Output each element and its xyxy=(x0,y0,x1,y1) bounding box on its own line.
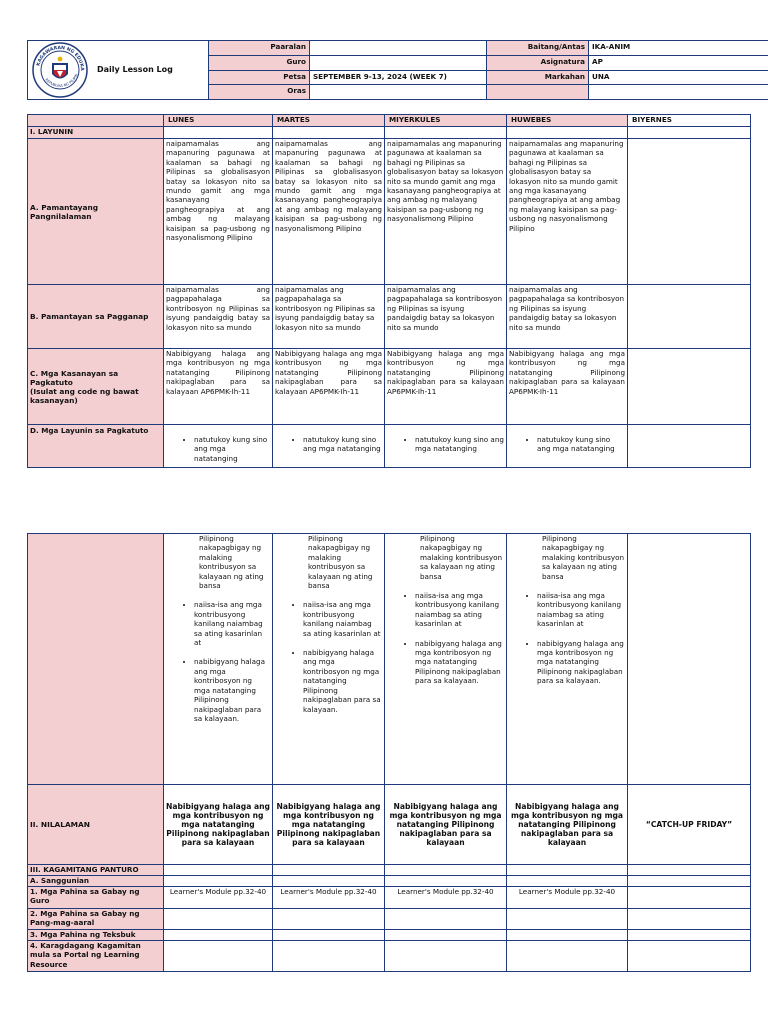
section-nilalaman: II. NILALAMAN xyxy=(28,785,164,865)
day-header-huwebes: HUWEBES xyxy=(507,115,628,127)
empty-value-cell xyxy=(589,85,768,100)
objective-item: • naiisa-isa ang mga kontribusyong kanilang naiambag sa ating kasarinlan at xyxy=(415,591,504,629)
svg-text:KAGAWARAN NG EDUKASYON: KAGAWARAN NG EDUKA xyxy=(36,45,85,71)
asignatura-value: AP xyxy=(589,55,768,70)
pagganap-huwebes: naipamamalas ang pagpapahalaga sa kontribosyon ng Pilipinas sa isyung pandaigdig batay sa lokasyon nito sa mundo xyxy=(507,285,628,349)
gabay-guro-huwebes: Learner's Module pp.32-40 xyxy=(507,887,628,909)
pagganap-biyernes xyxy=(628,285,751,349)
lesson-log-table-page1 xyxy=(27,114,751,468)
kasanayan-huwebes: Nabibigyang halaga ang mga kontribusyon ng mga natatanging Pilipinong nakipaglaban para sa kalayaan AP6PMK-Ih-11 xyxy=(507,349,628,425)
objectives-miyerkules-p2 xyxy=(385,534,507,785)
objective-item: • naiisa-isa ang mga kontribusyong kanilang naiambag sa ating kasarinlan at xyxy=(303,600,382,638)
gabay-guro-lunes: Learner's Module pp.32-40 xyxy=(164,887,273,909)
markahan-label: Markahan xyxy=(487,70,589,85)
objective-cont: Pilipinong nakapagbigay ng malaking kontribusyon sa kalayaan ng ating bansa xyxy=(308,534,373,591)
nilalaman-miyerkules: Nabibigyang halaga ang mga kontribusyon ng mga natatanging Pilipinong nakipaglaban para sa kalayaan xyxy=(385,785,507,865)
kasanayan-biyernes xyxy=(628,349,751,425)
row-label-pagganap: B. Pamantayan sa Pagganap xyxy=(28,285,164,349)
objectives-biyernes-p1 xyxy=(628,425,751,468)
objective-item: • natutukoy kung sino ang mga natatanging xyxy=(303,435,382,454)
baitang-label: Baitang/Antas xyxy=(487,41,589,56)
objectives-lunes-p1 xyxy=(164,425,273,468)
row-label-continued xyxy=(28,534,164,785)
day-header-biyernes: BIYERNES xyxy=(628,115,751,127)
objective-item: • natutukoy kung sino ang mga natatanging xyxy=(194,435,270,463)
day-header-miyerkules: MIYERKULES xyxy=(385,115,507,127)
objective-item: • nabibigyang halaga ang mga kontribosyon ng mga natatanging Pilipinong nakipaglaban para sa kalayaan. xyxy=(194,657,270,723)
baitang-value: IKA-ANIM xyxy=(589,41,768,56)
pagganap-martes: naipamamalas ang pagpapahalaga sa kontribosyon ng Pilipinas sa isyung pandaigdig batay sa lokasyon nito sa mundo xyxy=(273,285,385,349)
objective-item: • nabibigyang halaga ang mga kontribosyon ng mga natatanging Pilipinong nakipaglaban para sa kalayaan. xyxy=(537,639,625,686)
corner-cell xyxy=(28,115,164,127)
lesson-log-table-page2 xyxy=(27,533,751,972)
form-title: Daily Lesson Log xyxy=(97,65,173,74)
objectives-miyerkules-p1 xyxy=(385,425,507,468)
pagganap-lunes: naipamamalas ang pagpapahalaga sa kontribosyon ng Pilipinas sa isyung pandaigdig batay sa lokasyon nito sa mundo xyxy=(164,285,273,349)
row-label-pangnilalaman: A. Pamantayang Pangnilalaman xyxy=(28,139,164,285)
section-kagamitan: III. KAGAMITANG PANTURO xyxy=(28,865,164,876)
gabay-guro-biyernes xyxy=(628,887,751,909)
nilalaman-martes: Nabibigyang halaga ang mga kontribusyon ng mga natatanging Pilipinong nakipaglaban para sa kalayaan xyxy=(273,785,385,865)
objective-item: • naiisa-isa ang mga kontribusyong kanilang naiambag sa ating kasarinlan at xyxy=(537,591,625,629)
nilalaman-lunes: Nabibigyang halaga ang mga kontribusyon ng mga natatanging Pilipinong nakipaglaban para sa kalayaan xyxy=(164,785,273,865)
nilalaman-biyernes: “CATCH-UP FRIDAY” xyxy=(628,785,751,865)
guro-value xyxy=(310,55,487,70)
header-table xyxy=(27,40,768,100)
kasanayan-lunes: Nabibigyang halaga ang mga kontribusyon ng mga natatanging Pilipinong nakipaglaban para sa kalayaan AP6PMK-Ih-11 xyxy=(164,349,273,425)
day-header-martes: MARTES xyxy=(273,115,385,127)
objective-item: • nabibigyang halaga ang mga kontribosyon ng mga natatanging Pilipinong nakipaglaban para sa kalayaan. xyxy=(415,639,504,686)
row-label-gabay-guro: 1. Mga Pahina sa Gabay ng Guro xyxy=(28,887,164,909)
nilalaman-huwebes: Nabibigyang halaga ang mga kontribusyon ng mga natatanging Pilipinong nakipaglaban para sa kalayaan xyxy=(507,785,628,865)
objectives-martes-p1 xyxy=(273,425,385,468)
objectives-martes-p2 xyxy=(273,534,385,785)
empty-label-cell xyxy=(487,85,589,100)
section-layunin: I. LAYUNIN xyxy=(28,127,164,139)
pangnilalaman-biyernes xyxy=(628,139,751,285)
objectives-huwebes-p1 xyxy=(507,425,628,468)
svg-text:REPUBLIKA NG PILIPINAS: REPUBLIKA NG PILIPIN xyxy=(44,73,79,88)
deped-seal-icon xyxy=(31,41,89,99)
row-label-kasanayan: C. Mga Kasanayan sa Pagkatuto (Isulat ang code ng bawat kasanayan) xyxy=(28,349,164,425)
asignatura-label: Asignatura xyxy=(487,55,589,70)
pangnilalaman-huwebes: naipamamalas ang mapanuring pagunawa at kaalaman sa bahagi ng Pilipinas sa globalisasyon batay sa lokasyon nito sa mundo gamit ang mga kasanayang pangheograpiya at ang ambag ng malayang kaisipan sa pag-usbong ng nasyonalismong Pilipino xyxy=(507,139,628,285)
kasanayan-martes: Nabibigyang halaga ang mga kontribusyon ng mga natatanging Pilipinong nakipaglaban para sa kalayaan AP6PMK-Ih-11 xyxy=(273,349,385,425)
objectives-lunes-p2 xyxy=(164,534,273,785)
pangnilalaman-martes: naipamamalas ang mapanuring pagunawa at kaalaman sa bahagi ng Pilipinas sa globalisasyon batay sa lokasyon nito sa mundo gamit ang mga kasanayang pangheograpiya at ang ambag ng malayang kaisipan sa pag-usbong ng nasyonalismong Pilipino xyxy=(273,139,385,285)
objective-item: • natutukoy kung sino ang mga natatanging xyxy=(537,435,625,454)
guro-label: Guro xyxy=(209,55,310,70)
paaralan-value xyxy=(310,41,487,56)
petsa-value: SEPTEMBER 9-13, 2024 (WEEK 7) xyxy=(310,70,487,85)
objective-item: • natutukoy kung sino ang mga natatanging xyxy=(415,435,504,454)
pangnilalaman-lunes: naipamamalas ang mapanuring pagunawa at kaalaman sa bahagi ng Pilipinas sa globalisasyon batay sa lokasyon nito sa mundo gamit ang mga kasanayang pangheograpiya at ang ambag ng malayang kaisipan sa pag-usbong ng nasyonalismong Pilipino xyxy=(164,139,273,285)
row-label-sanggunian: A. Sanggunian xyxy=(28,876,164,887)
oras-value xyxy=(310,85,487,100)
row-label-layunin-pagkatuto: D. Mga Layunin sa Pagkatuto xyxy=(28,425,164,468)
objectives-biyernes-p2 xyxy=(628,534,751,785)
gabay-guro-martes: Learner's Module pp.32-40 xyxy=(273,887,385,909)
markahan-value: UNA xyxy=(589,70,768,85)
day-header-lunes: LUNES xyxy=(164,115,273,127)
kasanayan-miyerkules: Nabibigyang halaga ang mga kontribusyon ng mga natatanging Pilipinong nakipaglaban para sa kalayaan AP6PMK-Ih-11 xyxy=(385,349,507,425)
objective-item: • nabibigyang halaga ang mga kontribosyon ng mga natatanging Pilipinong nakipaglaban para sa kalayaan. xyxy=(303,648,382,714)
row-label-gabay-mag-aaral: 2. Mga Pahina sa Gabay ng Pang-mag-aaral xyxy=(28,909,164,930)
row-label-teksbuk: 3. Mga Pahina ng Teksbuk xyxy=(28,930,164,941)
objective-item: • naiisa-isa ang mga kontribusyong kanilang naiambag sa ating kasarinlan at xyxy=(194,600,270,647)
row-label-portal: 4. Karagdagang Kagamitan mula sa Portal ng Learning Resource xyxy=(28,941,164,972)
objectives-huwebes-p2 xyxy=(507,534,628,785)
petsa-label: Petsa xyxy=(209,70,310,85)
pangnilalaman-miyerkules: naipamamalas ang mapanuring pagunawa at kaalaman sa bahagi ng Pilipinas sa globalisasyon batay sa lokasyon nito sa mundo gamit ang mga kasanayang pangheograpiya at ang ambag ng malayang kaisipan sa pag-usbong ng nasyonalismong Pilipino xyxy=(385,139,507,285)
pagganap-miyerkules: naipamamalas ang pagpapahalaga sa kontribosyon ng Pilipinas sa isyung pandaigdig batay sa lokasyon nito sa mundo xyxy=(385,285,507,349)
objective-cont: Pilipinong nakapagbigay ng malaking kontribusyon sa kalayaan ng ating bansa xyxy=(420,534,503,581)
objective-cont: Pilipinong nakapagbigay ng malaking kontribusyon sa kalayaan ng ating bansa xyxy=(199,534,264,591)
paaralan-label: Paaralan xyxy=(209,41,310,56)
gabay-guro-miyerkules: Learner's Module pp.32-40 xyxy=(385,887,507,909)
objective-cont: Pilipinong nakapagbigay ng malaking kontribusyon sa kalayaan ng ating bansa xyxy=(542,534,625,581)
oras-label: Oras xyxy=(209,85,310,100)
logo-cell xyxy=(28,41,209,100)
